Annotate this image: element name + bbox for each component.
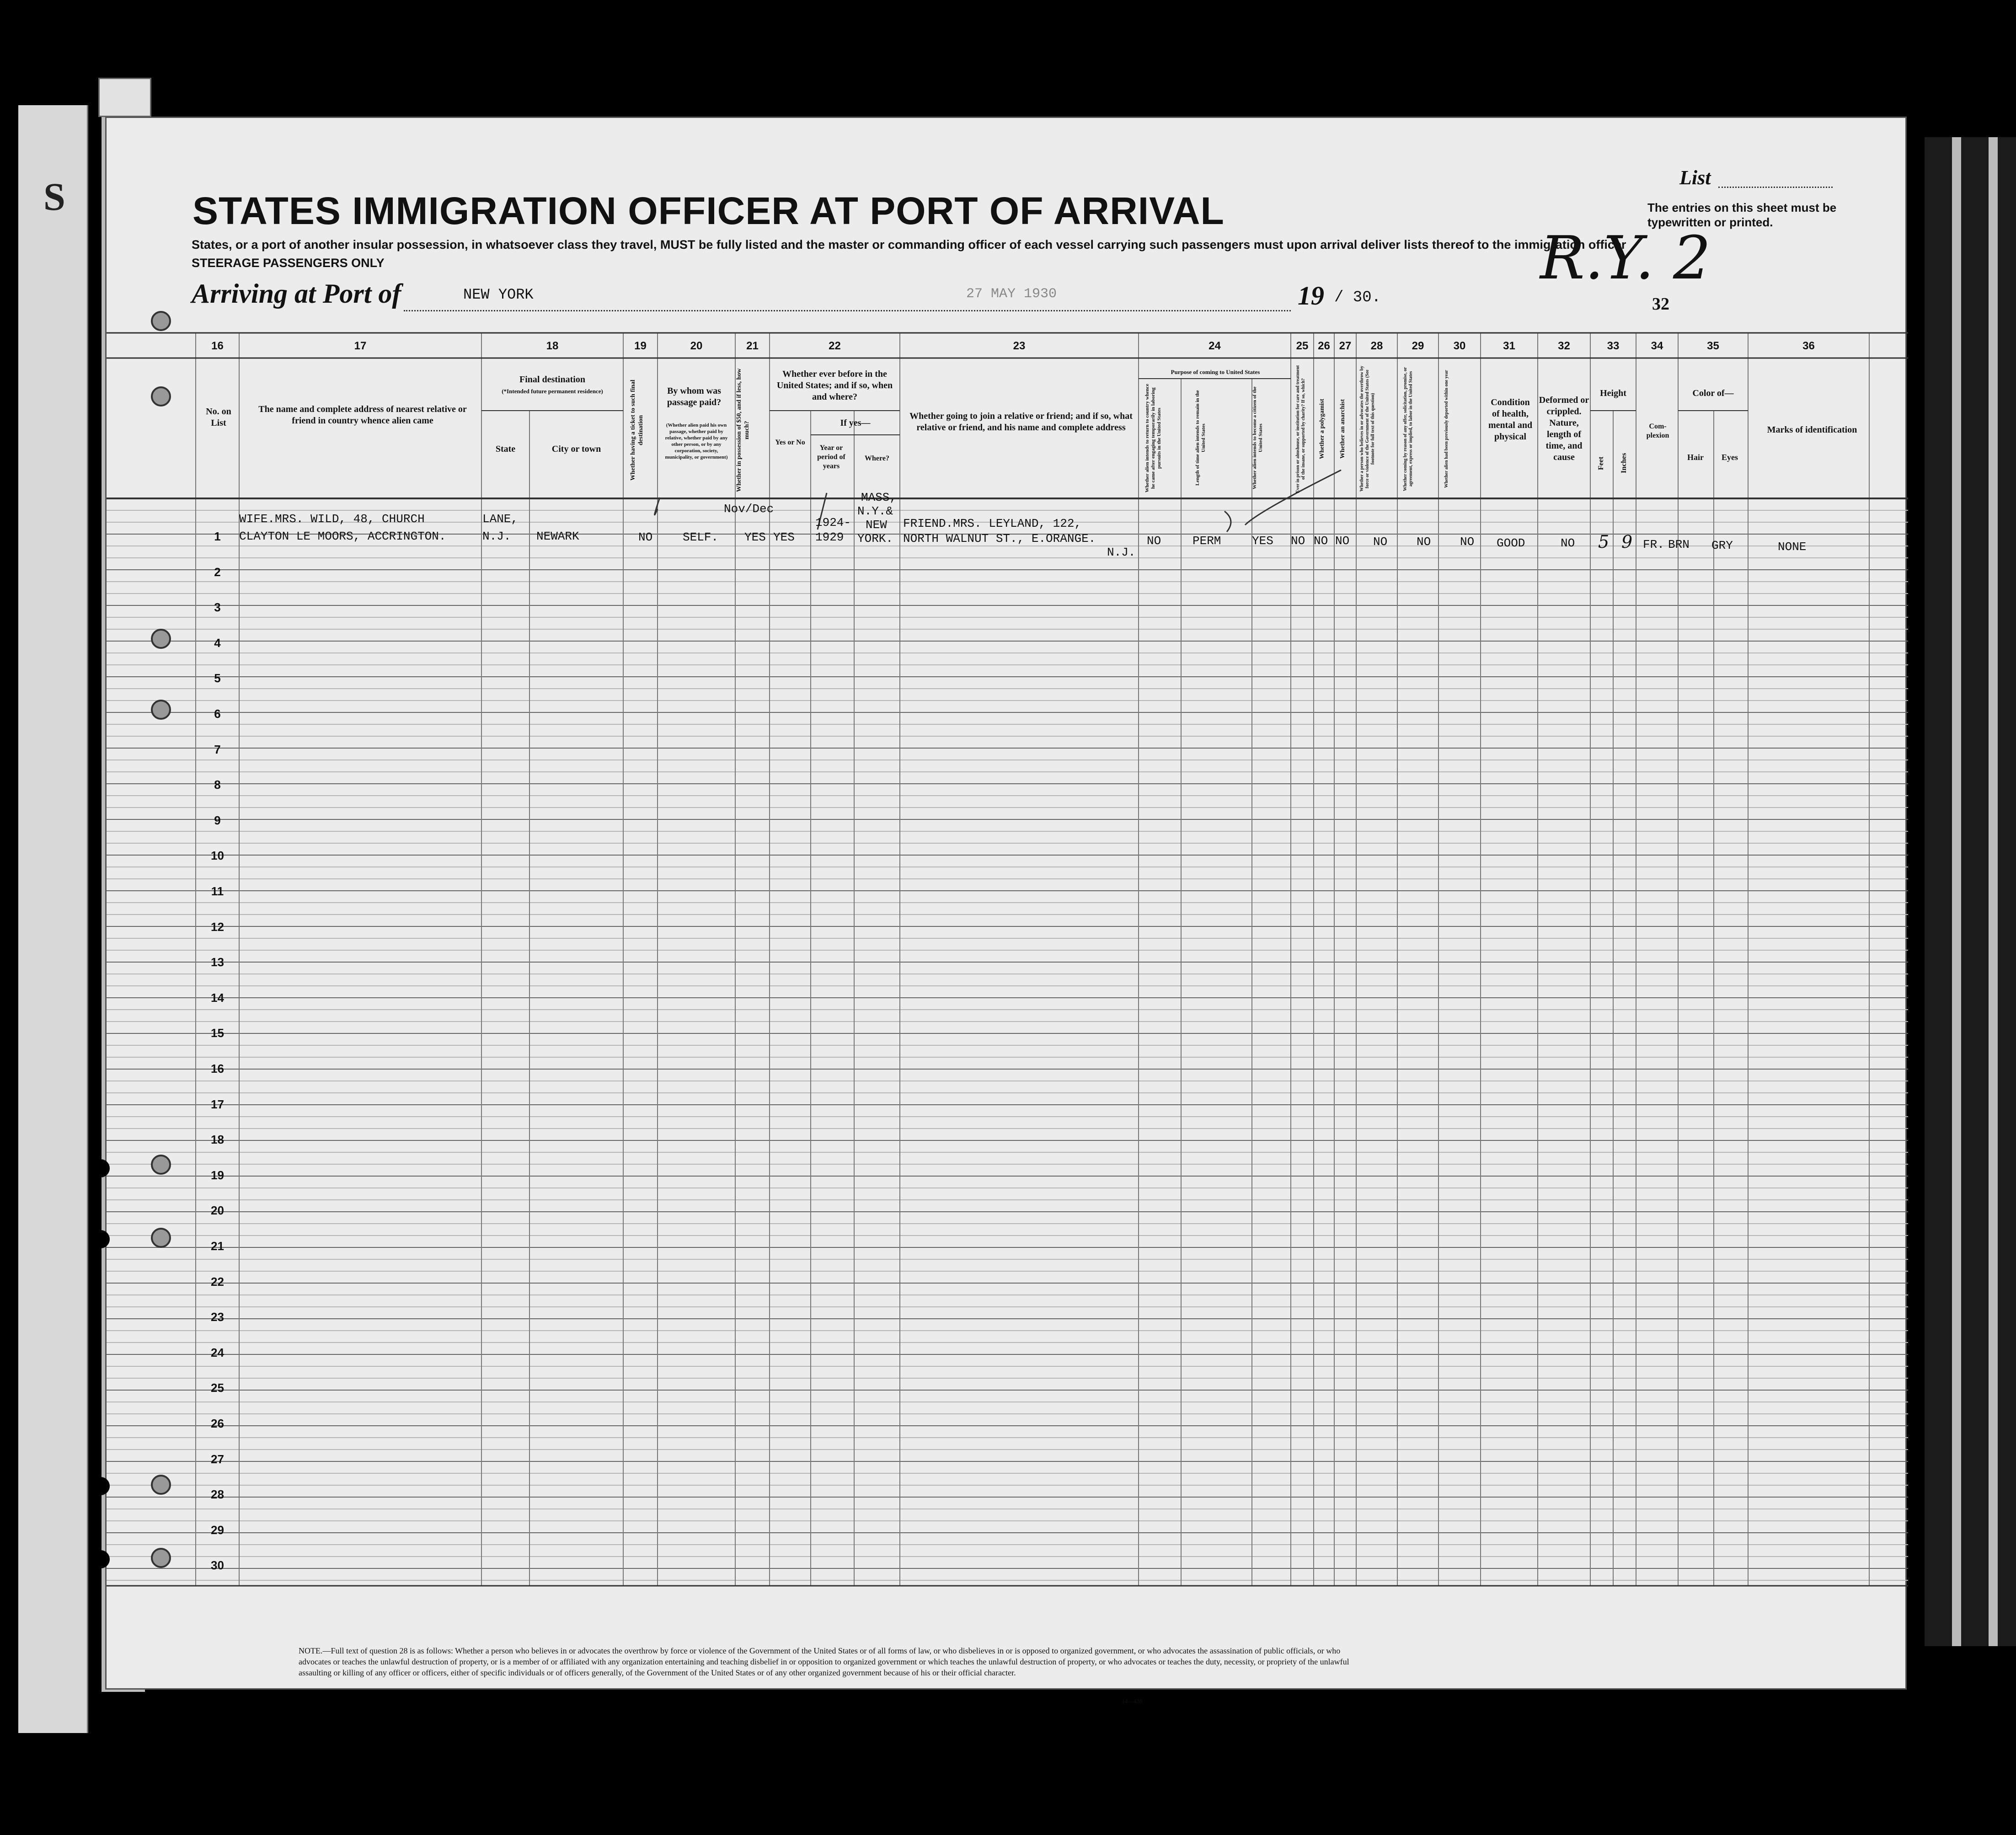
- header-height: Height: [1600, 388, 1626, 398]
- handwritten-ref: R.Y. 2: [1540, 223, 1711, 293]
- header-city: City or town: [551, 444, 601, 454]
- row-number: 28: [211, 1487, 224, 1502]
- entry-relative-line1: WIFE.MRS. WILD, 48, CHURCH: [239, 512, 425, 526]
- row-number: 14: [211, 990, 224, 1005]
- column-number: 31: [1503, 340, 1515, 352]
- entry-feet: 5: [1598, 532, 1610, 552]
- entry-year-line2: 1929: [815, 530, 844, 544]
- header-passage-paid: By whom was passage paid?: [667, 386, 722, 407]
- entry-prison: NO: [1291, 534, 1305, 548]
- header-final-destination: Final destination: [519, 374, 585, 385]
- manifest-sheet: [105, 117, 1907, 1705]
- column-number: 34: [1651, 340, 1663, 352]
- column-number: 36: [1802, 340, 1815, 352]
- entry-health: GOOD: [1497, 536, 1525, 550]
- entry-state-line2: N.J.: [482, 530, 511, 543]
- row-number: 24: [211, 1345, 224, 1359]
- column-number: 27: [1339, 340, 1352, 352]
- punch-hole: [151, 1548, 171, 1568]
- row-number: 22: [211, 1274, 224, 1289]
- column-number: 26: [1318, 340, 1330, 352]
- column-number: 20: [690, 340, 703, 352]
- header-passage-paid-note: (Whether alien paid his own passage, whether paid by relative, whether paid by any other person, or by any corporation, society, municipality, or government): [665, 423, 728, 460]
- table-grid: [107, 118, 1908, 1691]
- row-number: 11: [211, 884, 224, 898]
- page-tab: [98, 78, 151, 117]
- header-prison: Ever in prison or almshouse, or institution for care and treatment of the insane, or supported by charity? If so, which?: [1295, 365, 1306, 493]
- entry-where-line3: NEW: [866, 518, 887, 532]
- entry-where-line1: MASS,: [861, 491, 897, 504]
- header-relative: The name and complete address of nearest relative or friend in country whence alien came: [258, 404, 467, 426]
- header-intends-return: Whether alien intends to return to country whence he came after engaging temporarily in laboring pursuits in the United States: [1144, 384, 1162, 492]
- year-value: / 30.: [1334, 289, 1381, 306]
- entry-deported: NO: [1460, 535, 1475, 549]
- header-anarchist: Whether an anarchist: [1339, 399, 1346, 459]
- header-year: Year or period of years: [817, 444, 845, 470]
- entry-eyes: GRY: [1711, 539, 1733, 552]
- row-number: 2: [214, 565, 221, 579]
- row-number: 20: [211, 1204, 224, 1218]
- edge-hole: [91, 1159, 110, 1177]
- row-number: 26: [211, 1417, 224, 1430]
- list-label: List: [1679, 166, 1711, 189]
- edge-letter: S: [43, 175, 65, 219]
- header-join-relative: Whether going to join a relative or friend; and if so, what relative or friend, and his name and complete address: [909, 411, 1133, 433]
- row-number: 21: [211, 1239, 224, 1253]
- header-complexion: Com- plexion: [1646, 423, 1669, 439]
- header-ticket: Whether having a ticket to such final destination: [630, 380, 644, 481]
- header-polygamist: Whether a polygamist: [1319, 399, 1326, 459]
- column-number: 25: [1296, 340, 1309, 352]
- entry-nov-dec: Nov/Dec: [724, 502, 774, 516]
- header-health: Condition of health, mental and physical: [1488, 397, 1533, 442]
- punch-hole: [151, 700, 171, 720]
- row-number: 9: [214, 813, 221, 827]
- footnote: NOTE.—Full text of question 28 is as follows: Whether a person who believes in or advocates the overthrow by force or violence of the Government of the United States or of all forms of law, or who disbelieves in or is opposed to organized government, or who advocates the assassination of public officials, or who advocates or teaches the unlawful destruction of property, or is a member of or affiliated with any organization entertaining and teaching disbelief in or opposition to organized government or which teaches the unlawful destruction of property, or who advocates or teaches the duty, necessity, or propriety of the unlawful assaulting or killing of any officer or officers, either of specific individuals or of officers generally, of the Government of the United States or of any other organized government because of his or their official character.: [299, 1646, 1349, 1677]
- entry-paid-by: SELF.: [683, 530, 719, 544]
- header-citizen: Whether alien intends to become a citizen of the United States: [1252, 386, 1263, 490]
- typewritten-note: The entries on this sheet must be typewritten or printed.: [1647, 201, 1837, 229]
- header-eyes: Eyes: [1722, 453, 1738, 462]
- form-subtitle: States, or a port of another insular possession, in whatsoever class they travel, MUST be fully listed and the master or commanding officer of each vessel carrying such passengers must upon arrival deliver lists thereof to the immigration officer: [192, 238, 1626, 251]
- row-number: 15: [211, 1026, 224, 1040]
- column-number: 19: [634, 340, 647, 352]
- row-number: 29: [211, 1523, 224, 1537]
- steerage-label: STEERAGE PASSENGERS ONLY: [192, 256, 385, 270]
- header-color-of: Color of—: [1692, 388, 1734, 398]
- header-no-on-list: No. on List: [206, 407, 231, 428]
- punch-hole: [151, 629, 171, 649]
- entry-join-line3: N.J.: [1107, 546, 1136, 559]
- entry-inches: 9: [1621, 532, 1633, 552]
- entry-marks: NONE: [1778, 540, 1807, 554]
- entry-overthrow: NO: [1373, 535, 1388, 549]
- header-offer: Whether coming by reason of any offer, solicitation, promise, or agreement, express or implied, to labor in the United States: [1403, 367, 1413, 491]
- entry-fifty-dollars: YES: [744, 530, 766, 544]
- header-state: State: [495, 444, 516, 454]
- row-number: 13: [211, 955, 224, 969]
- handwritten-sub: 32: [1652, 294, 1669, 314]
- row-number: 10: [211, 849, 224, 863]
- header-ever-before: Whether ever before in the United States; and if so, when and where?: [776, 369, 893, 402]
- list-line: [1718, 187, 1833, 188]
- row-number: 23: [211, 1310, 224, 1324]
- header-length-stay: Length of time alien intends to remain in the United States: [1195, 390, 1206, 486]
- header-deported: Whether alien had been previously deported within one year: [1444, 370, 1449, 488]
- edge-hole: [91, 1230, 110, 1248]
- entry-before-yes: YES: [773, 530, 795, 544]
- column-number: 28: [1370, 340, 1383, 352]
- punch-hole: [151, 311, 171, 331]
- row-number: 16: [211, 1062, 224, 1075]
- punch-hole: [151, 1155, 171, 1175]
- port-line: [404, 310, 975, 311]
- column-number: 29: [1412, 340, 1424, 352]
- port-value: NEW YORK: [463, 286, 534, 303]
- entry-where-line2: N.Y.&: [857, 504, 893, 518]
- column-number: 16: [211, 340, 224, 352]
- row-number: 27: [211, 1452, 224, 1466]
- header-where: Where?: [865, 455, 889, 462]
- row-number: 19: [211, 1168, 224, 1182]
- entry-join-line2: NORTH WALNUT ST., E.ORANGE.: [903, 532, 1096, 546]
- column-number: 17: [354, 340, 367, 352]
- column-number: 21: [746, 340, 759, 352]
- entry-relative-line2: CLAYTON LE MOORS, ACCRINGTON.: [239, 530, 446, 543]
- column-number: 30: [1453, 340, 1466, 352]
- entry-city: NEWARK: [536, 530, 579, 543]
- column-number: 24: [1209, 340, 1221, 352]
- right-binding: [1925, 137, 2016, 1646]
- entry-where-line4: YORK.: [857, 532, 893, 546]
- column-number: 23: [1013, 340, 1026, 352]
- entry-state-line1: LANE,: [482, 512, 519, 526]
- entry-citizen: YES: [1252, 534, 1273, 548]
- header-hair: Hair: [1687, 453, 1704, 462]
- entry-ticket: NO: [638, 530, 653, 544]
- header-purpose: Purpose of coming to United States: [1171, 369, 1260, 375]
- date-stamp: 27 MAY 1930: [966, 286, 1057, 302]
- adjacent-page-edge: [18, 105, 88, 1733]
- row-number: 30: [211, 1558, 224, 1573]
- row-number: 3: [214, 600, 221, 615]
- header-inches: Inches: [1620, 453, 1628, 474]
- column-number: 18: [546, 340, 559, 352]
- column-number: 22: [829, 340, 841, 352]
- row-number: 7: [214, 742, 221, 756]
- entry-deformed: NO: [1561, 536, 1575, 550]
- header-final-destination-note: (*Intended future permanent residence): [502, 388, 603, 395]
- edge-hole: [91, 1477, 110, 1495]
- header-yes-no: Yes or No: [775, 439, 805, 446]
- arriving-label: Arriving at Port of: [192, 278, 401, 309]
- entry-complexion: FR.: [1643, 538, 1664, 551]
- entry-year-line1: 1924-: [815, 516, 851, 530]
- column-number: 35: [1707, 340, 1719, 352]
- header-marks: Marks of identification: [1767, 425, 1857, 435]
- row-number: 6: [214, 707, 221, 721]
- header-if-yes: If yes—: [840, 418, 871, 428]
- row-number: 12: [211, 920, 224, 934]
- row-number: 8: [214, 778, 221, 792]
- row-number: 4: [214, 636, 221, 650]
- entry-join-line1: FRIEND.MRS. LEYLAND, 122,: [903, 517, 1082, 530]
- column-number: 32: [1558, 340, 1570, 352]
- row-number: 25: [211, 1381, 224, 1395]
- row-number: 17: [211, 1097, 224, 1111]
- row-number: 5: [214, 671, 221, 685]
- punch-hole: [151, 1475, 171, 1495]
- entry-anarchist: NO: [1335, 534, 1350, 548]
- row-number: 18: [211, 1133, 224, 1147]
- header-overthrow: Whether a person who believes in or advocates the overthrow by force or violence of the Government of the United States (See footnote for full text of this question): [1359, 366, 1375, 492]
- form-title: STATES IMMIGRATION OFFICER AT PORT OF ARRIVAL: [193, 189, 1225, 232]
- row-number: 1: [214, 530, 221, 543]
- header-deformed: Deformed or crippled. Nature, length of time, and cause: [1539, 395, 1589, 462]
- punch-hole: [151, 1228, 171, 1248]
- form-reference: 14—430: [1122, 1698, 1143, 1705]
- entry-hair: BRN: [1668, 538, 1690, 551]
- entry-length: PERM: [1192, 534, 1221, 548]
- header-fifty-dollars: Whether in possession of $50, and if less, how much?: [736, 368, 750, 492]
- punch-hole: [151, 386, 171, 407]
- year-label: 19: [1298, 281, 1324, 310]
- entry-polygamist: NO: [1314, 534, 1328, 548]
- header-feet: Feet: [1597, 456, 1605, 470]
- edge-hole: [91, 1550, 110, 1568]
- entry-return: NO: [1147, 534, 1161, 548]
- date-line: [900, 310, 1291, 311]
- entry-offer: NO: [1417, 535, 1431, 549]
- column-number: 33: [1607, 340, 1620, 352]
